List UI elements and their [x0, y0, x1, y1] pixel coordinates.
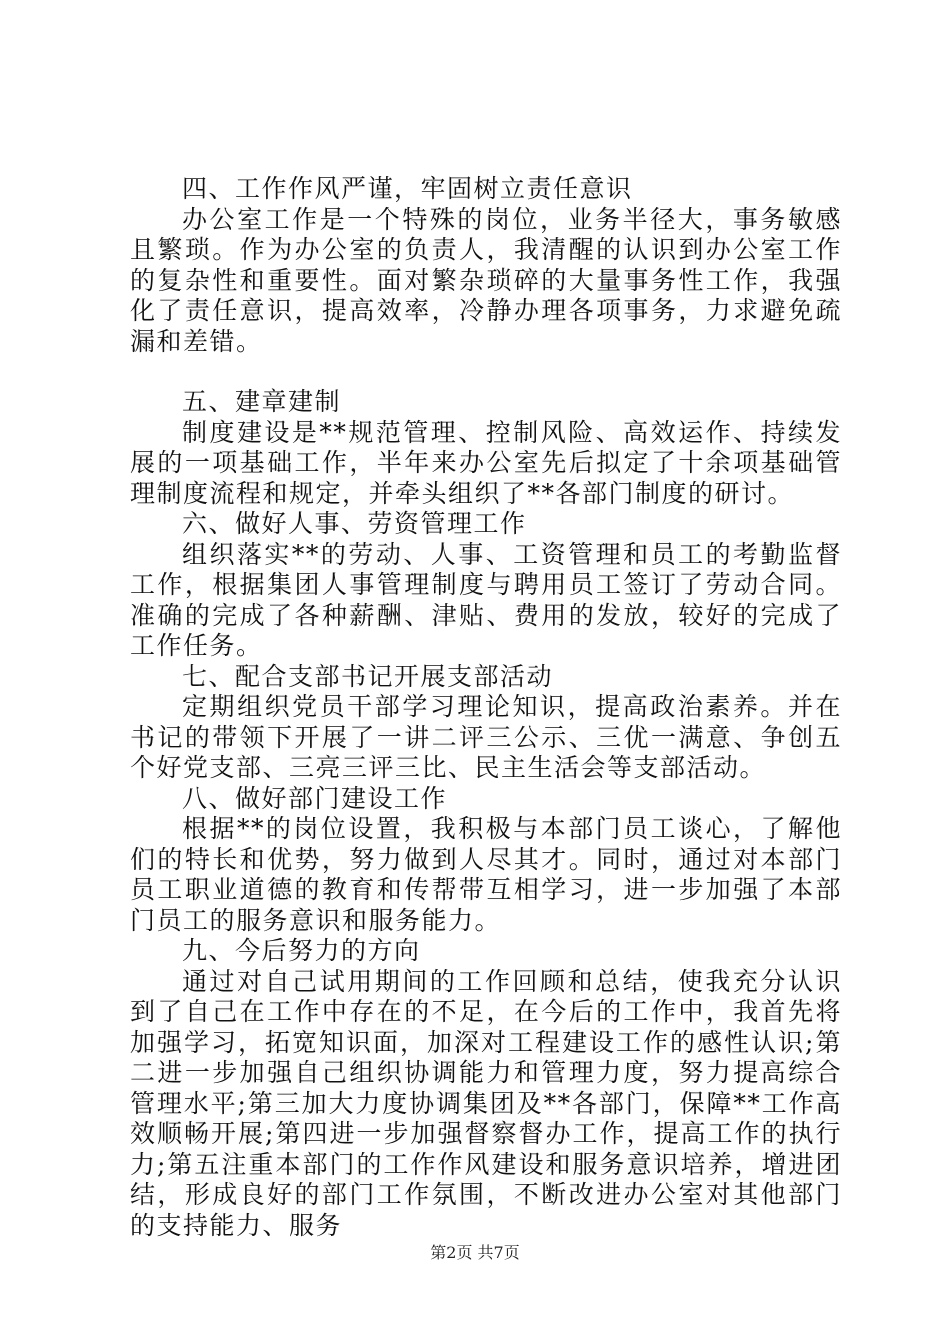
body-paragraph: 办公室工作是一个特殊的岗位，业务半径大，事务敏感且繁琐。作为办公室的负责人，我清醒的认识到办公室工作的复杂性和重要性。面对繁杂琐碎的大量事务性工作，我强化了责任意识，提高效率，冷静办理各项事务，力求避免疏漏和差错。: [130, 204, 842, 356]
section-heading-9: 九、今后努力的方向: [182, 936, 421, 965]
body-paragraph: 定期组织党员干部学习理论知识，提高政治素养。并在书记的带领下开展了一讲二评三公示、三优一满意、争创五个好党支部、三亮三评三比、民主生活会等支部活动。: [130, 692, 842, 782]
section-heading-6: 六、做好人事、劳资管理工作: [182, 509, 527, 538]
body-paragraph: 根据**的岗位设置，我积极与本部门员工谈心，了解他们的特长和优势，努力做到人尽其才。同时，通过对本部门员工职业道德的教育和传帮带互相学习，进一步加强了本部门员工的服务意识和服务能力。: [130, 814, 842, 935]
body-paragraph: 组织落实**的劳动、人事、工资管理和员工的考勤监督工作，根据集团人事管理制度与聘用员工签订了劳动合同。准确的完成了各种薪酬、津贴、费用的发放，较好的完成了工作任务。: [130, 539, 842, 660]
section-heading-7: 七、配合支部书记开展支部活动: [182, 661, 554, 691]
body-paragraph: 制度建设是**规范管理、控制风险、高效运作、持续发展的一项基础工作，半年来办公室先后拟定了十余项基础管理制度流程和规定，并牵头组织了**各部门制度的研讨。: [130, 417, 842, 508]
page-number: 第2页 共7页: [430, 1243, 520, 1262]
document-body: [130, 174, 842, 1241]
section-heading-8: 八、做好部门建设工作: [182, 783, 448, 813]
paragraph-gap: [130, 357, 842, 387]
body-paragraph: 通过对自己试用期间的工作回顾和总结，使我充分认识到了自己在工作中存在的不足，在今后的工作中，我首先将加强学习，拓宽知识面，加深对工程建设工作的感性认识;第二进一步加强自己组织协调能力和管理力度，努力提高综合管理水平;第三加大力度协调集团及**各部门，保障**工作高效顺畅开展;第四进一步加强督察督办工作，提高工作的执行力;第五注重本部门的工作作风建设和服务意识培养，增进团结，形成良好的部门工作氛围，不断改进办公室对其他部门的支持能力、服务: [130, 966, 842, 1240]
section-heading-4: 四、工作作风严谨，牢固树立责任意识: [182, 174, 633, 203]
section-heading-5: 五、建章建制: [182, 387, 342, 416]
